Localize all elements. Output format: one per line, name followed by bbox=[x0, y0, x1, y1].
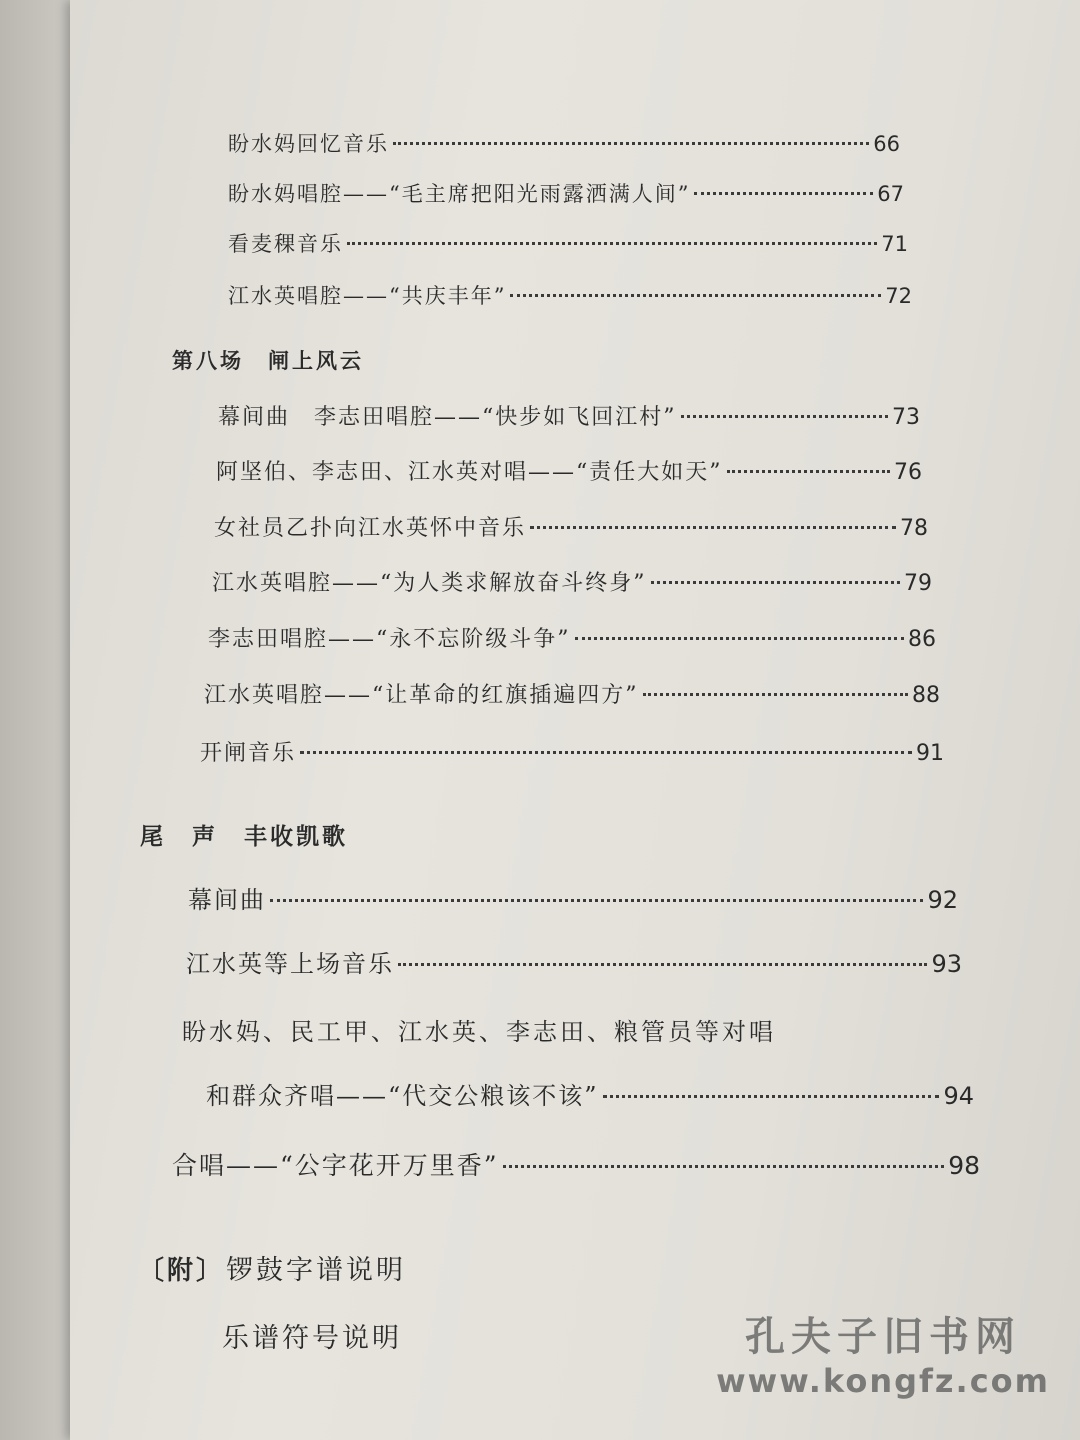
toc-entry-title: 江水英唱腔——“共庆丰年” bbox=[228, 284, 507, 308]
toc-entry-title: 开闸音乐 bbox=[200, 741, 297, 766]
toc-entry bbox=[206, 1076, 974, 1111]
toc-entry-title: 盼水妈唱腔——“毛主席把阳光雨露洒满人间” bbox=[228, 182, 691, 206]
toc-entry bbox=[228, 280, 912, 310]
toc-entry-title: 幕间曲 李志田唱腔——“快步如飞回江村” bbox=[218, 405, 677, 430]
toc-entry-page: 79 bbox=[904, 571, 932, 596]
dot-leader bbox=[530, 526, 896, 529]
toc-entry-page: 71 bbox=[881, 232, 908, 256]
appendix-item: 乐谱符号说明 bbox=[222, 1323, 402, 1354]
toc-entry bbox=[228, 128, 900, 158]
dot-leader bbox=[300, 751, 912, 754]
dot-leader bbox=[643, 693, 909, 696]
toc-entry bbox=[172, 1146, 980, 1182]
toc-entry-page: 78 bbox=[900, 516, 928, 541]
toc-entry-title: 江水英唱腔——“让革命的红旗插遍四方” bbox=[204, 683, 639, 708]
appendix-label: 〔附〕 bbox=[138, 1256, 226, 1286]
toc-entry-page: 76 bbox=[894, 460, 922, 485]
dot-leader bbox=[270, 899, 923, 902]
toc-entry-title: 江水英唱腔——“为人类求解放奋斗终身” bbox=[212, 571, 647, 596]
toc-entry-title: 李志田唱腔——“永不忘阶级斗争” bbox=[208, 627, 571, 652]
toc-entry-title: 女社员乙扑向江水英怀中音乐 bbox=[214, 516, 527, 541]
dot-leader bbox=[727, 470, 891, 473]
toc-entry bbox=[200, 736, 944, 767]
toc-entry bbox=[228, 228, 908, 258]
toc-entry bbox=[212, 566, 932, 597]
dot-leader bbox=[603, 1095, 940, 1098]
dot-leader bbox=[510, 294, 881, 297]
watermark-name: 孔夫子旧书网 bbox=[745, 1314, 1022, 1360]
dot-leader bbox=[503, 1165, 945, 1168]
dot-leader bbox=[681, 415, 889, 418]
toc-entry-page: 73 bbox=[892, 405, 920, 430]
toc-entry-title-line: 盼水妈、民工甲、江水英、李志田、粮管员等对唱 bbox=[182, 1018, 776, 1046]
toc-entry-title: 江水英等上场音乐 bbox=[186, 950, 394, 978]
toc-entry-title: 看麦稞音乐 bbox=[228, 232, 343, 256]
dot-leader bbox=[651, 581, 901, 584]
watermark-url: www.kongfz.com bbox=[716, 1362, 1050, 1400]
dot-leader bbox=[694, 192, 873, 195]
dot-leader bbox=[398, 963, 927, 966]
dot-leader bbox=[393, 142, 869, 145]
toc-entry bbox=[204, 678, 940, 709]
toc-entry-page: 94 bbox=[943, 1082, 974, 1110]
toc-entry bbox=[218, 400, 920, 431]
toc-entry-page: 67 bbox=[877, 182, 904, 206]
toc-entry bbox=[186, 944, 962, 979]
toc-entry-title: 阿坚伯、李志田、江水英对唱——“责任大如天” bbox=[216, 460, 723, 485]
left-page-edge bbox=[0, 0, 70, 1440]
toc-entry-page: 91 bbox=[916, 741, 944, 766]
toc-entry-page: 86 bbox=[908, 627, 936, 652]
toc-entry-title: 盼水妈回忆音乐 bbox=[228, 132, 389, 156]
toc-entry-title: 合唱——“公字花开万里香” bbox=[172, 1151, 499, 1180]
toc-entry-page: 92 bbox=[927, 886, 958, 914]
toc-entry bbox=[228, 178, 904, 208]
toc-entry-page: 66 bbox=[873, 132, 900, 156]
toc-entry-page: 98 bbox=[948, 1151, 980, 1180]
toc-entry-title: 幕间曲 bbox=[188, 886, 266, 914]
watermark bbox=[716, 1305, 1050, 1400]
toc-entry-page: 88 bbox=[912, 683, 940, 708]
toc-entry bbox=[214, 511, 928, 542]
section-heading: 第八场 闸上风云 bbox=[172, 349, 364, 373]
section-heading: 尾 声 丰收凯歌 bbox=[140, 824, 348, 850]
toc-entry-page: 72 bbox=[885, 284, 912, 308]
toc-entry-title: 和群众齐唱——“代交公粮该不该” bbox=[206, 1082, 599, 1110]
toc-entry bbox=[188, 880, 958, 915]
toc-entry bbox=[216, 455, 922, 486]
book-page bbox=[70, 0, 1080, 1440]
toc-entry-page: 93 bbox=[931, 950, 962, 978]
toc-entry bbox=[208, 622, 936, 653]
dot-leader bbox=[347, 242, 877, 245]
appendix-item: 锣鼓字谱说明 bbox=[226, 1255, 406, 1286]
dot-leader bbox=[575, 637, 905, 640]
